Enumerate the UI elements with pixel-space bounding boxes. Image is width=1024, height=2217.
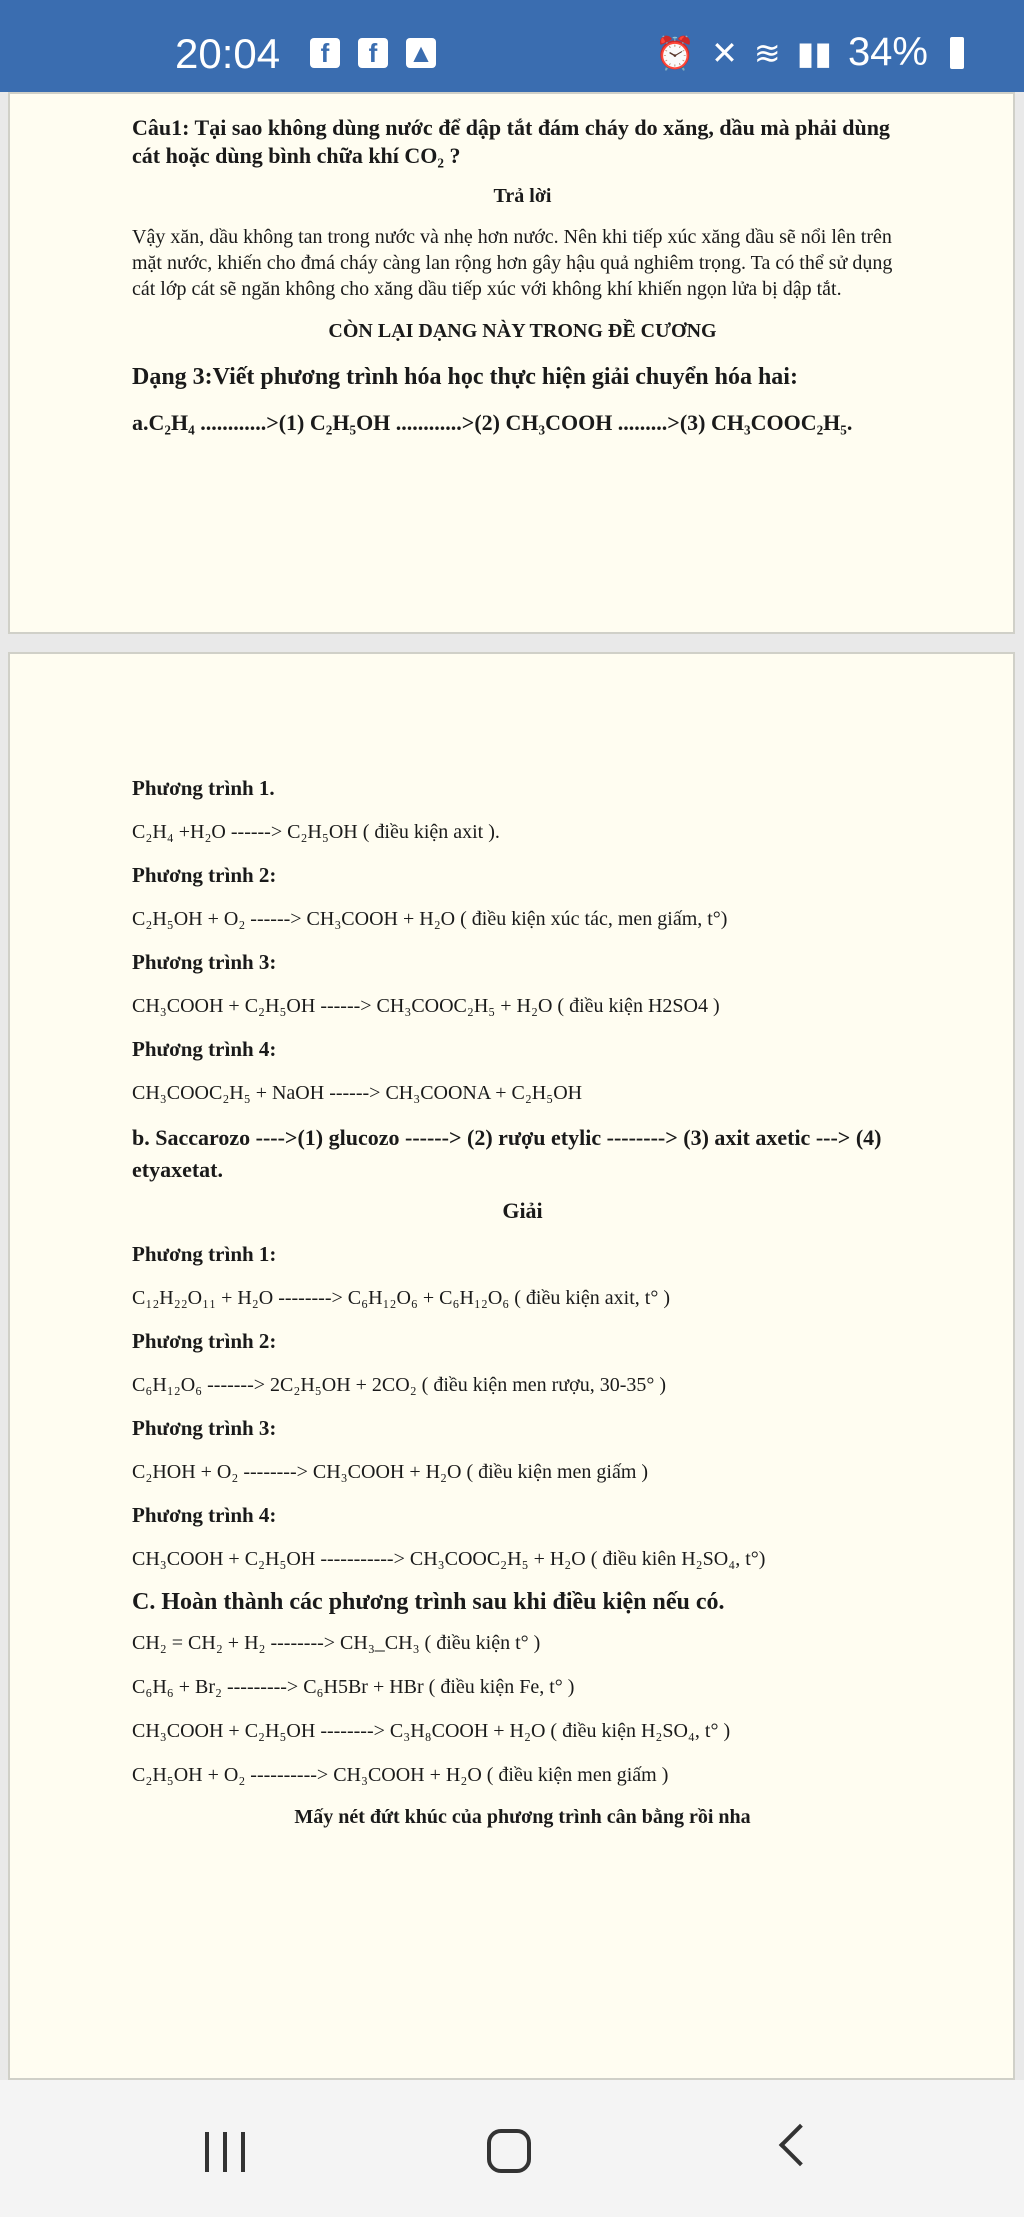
equation: CH₃COOH + C₂H₅OH --------> C₃H₈COOH + H₂O ( điều kiện H₂SO₄, t° ) bbox=[132, 1720, 731, 1742]
battery-icon bbox=[950, 37, 964, 69]
footer-note: Mấy nét đứt khúc của phương trình cân bằng rồi nha bbox=[294, 1806, 751, 1828]
equation: C₂H₅OH + O₂ ------> CH₃COOH + H₂O ( điều kiện xúc tác, men giấm, t°) bbox=[132, 908, 728, 930]
document-page-2[interactable] bbox=[8, 652, 1015, 2080]
equation-label: Phương trình 3: bbox=[132, 950, 277, 974]
answer-text: Vậy xăn, dầu không tan trong nước và nhẹ hơn nước. Nên khi tiếp xúc xăng dầu sẽ nổi lên trên mặt nước, khiến cho đmá cháy càng lan rộng hơn gây hậu quả nghiêm trọng. Ta có thể sử dụng cát lớp cát sẽ ngăn không cho xăng dầu tiếp xúc với không khí khiến ngọn lửa bị dập tắt. bbox=[132, 226, 893, 300]
status-right bbox=[655, 30, 964, 75]
back-button[interactable] bbox=[779, 2124, 821, 2166]
status-bar bbox=[0, 0, 1024, 92]
equation-block-a bbox=[132, 776, 913, 1106]
clock: 20:04 bbox=[175, 30, 281, 77]
wifi-icon: ≋ bbox=[753, 34, 781, 71]
battery-percent: 34% bbox=[847, 30, 928, 74]
section-c-heading: C. Hoàn thành các phương trình sau khi điều kiện nếu có. bbox=[132, 1589, 725, 1615]
equation: CH₃COOH + C₂H₅OH -----------> CH₃COOC₂H₅ + H₂O ( điều kiên H₂SO₄, t°) bbox=[132, 1548, 766, 1570]
equation-label: Phương trình 1. bbox=[132, 776, 275, 800]
equation: C₁₂H₂₂O₁₁ + H₂O --------> C₆H₁₂O₆ + C₆H₁₂O₆ ( điều kiện axit, t° ) bbox=[132, 1287, 671, 1309]
recent-apps-button[interactable] bbox=[205, 2132, 245, 2172]
note-line: CÒN LẠI DẠNG NÀY TRONG ĐỀ CƯƠNG bbox=[328, 320, 717, 342]
facebook-icon: f bbox=[358, 38, 388, 68]
signal-icon: ▮▮ bbox=[796, 34, 832, 71]
equation-label: Phương trình 2: bbox=[132, 863, 277, 887]
equation-label: Phương trình 4: bbox=[132, 1037, 277, 1061]
image-icon: ▲ bbox=[406, 38, 436, 68]
equation: CH₃COOH + C₂H₅OH ------> CH₃COOC₂H₅ + H₂O ( điều kiện H2SO4 ) bbox=[132, 995, 720, 1017]
equation: C₆H₆ + Br₂ ---------> C₆H5Br + HBr ( điều kiện Fe, t° ) bbox=[132, 1676, 575, 1698]
recent-apps-icon bbox=[223, 2132, 227, 2172]
alarm-icon: ⏰ bbox=[655, 34, 696, 71]
equation-label: Phương trình 3: bbox=[132, 1416, 277, 1440]
facebook-icon: f bbox=[310, 38, 340, 68]
mute-icon: ✕ bbox=[711, 34, 738, 71]
navigation-bar bbox=[0, 2080, 1024, 2217]
equation-label: Phương trình 2: bbox=[132, 1329, 277, 1353]
recent-apps-icon bbox=[241, 2132, 245, 2172]
equation: C₂H₄ +H₂O ------> C₂H₅OH ( điều kiện axit ). bbox=[132, 821, 500, 843]
equation: CH₃COOC₂H₅ + NaOH ------> CH₃COONA + C₂H₅OH bbox=[132, 1082, 583, 1104]
answer-title: Trả lời bbox=[493, 185, 552, 207]
chain-b: b. Saccarozo ---->(1) glucozo ------> (2) rượu etylic --------> (3) axit axetic ---> (4) etyaxetat. bbox=[132, 1125, 882, 1182]
chain-a: a.C₂H₄ ............>(1) C₂H₅OH ............>(2) CH₃COOH .........>(3) CH₃COOC₂H₅. bbox=[132, 410, 853, 435]
equation-label: Phương trình 4: bbox=[132, 1503, 277, 1527]
home-button[interactable] bbox=[487, 2129, 531, 2173]
recent-apps-icon bbox=[205, 2132, 209, 2172]
equation-block-c bbox=[132, 1630, 913, 1788]
equation: CH₂ = CH₂ + H₂ --------> CH₃_CH₃ ( điều kiện t° ) bbox=[132, 1632, 541, 1654]
solution-title: Giải bbox=[502, 1198, 543, 1223]
document-page-1[interactable] bbox=[8, 92, 1015, 634]
question-1: Câu1: Tại sao không dùng nước để dập tắt đám cháy do xăng, dầu mà phải dùng cát hoặc dùng bình chữa khí CO₂ ? bbox=[132, 115, 890, 168]
equation: C₂H₅OH + O₂ ----------> CH₃COOH + H₂O ( điều kiện men giấm ) bbox=[132, 1764, 669, 1786]
section-heading: Dạng 3:Viết phương trình hóa học thực hiện giải chuyển hóa hai: bbox=[132, 364, 798, 390]
equation-label: Phương trình 1: bbox=[132, 1242, 277, 1266]
equation: C₂HOH + O₂ --------> CH₃COOH + H₂O ( điều kiện men giấm ) bbox=[132, 1461, 649, 1483]
equation-block-b bbox=[132, 1242, 913, 1572]
equation: C₆H₁₂O₆ -------> 2C₂H₅OH + 2CO₂ ( điều kiện men rượu, 30-35° ) bbox=[132, 1374, 667, 1396]
